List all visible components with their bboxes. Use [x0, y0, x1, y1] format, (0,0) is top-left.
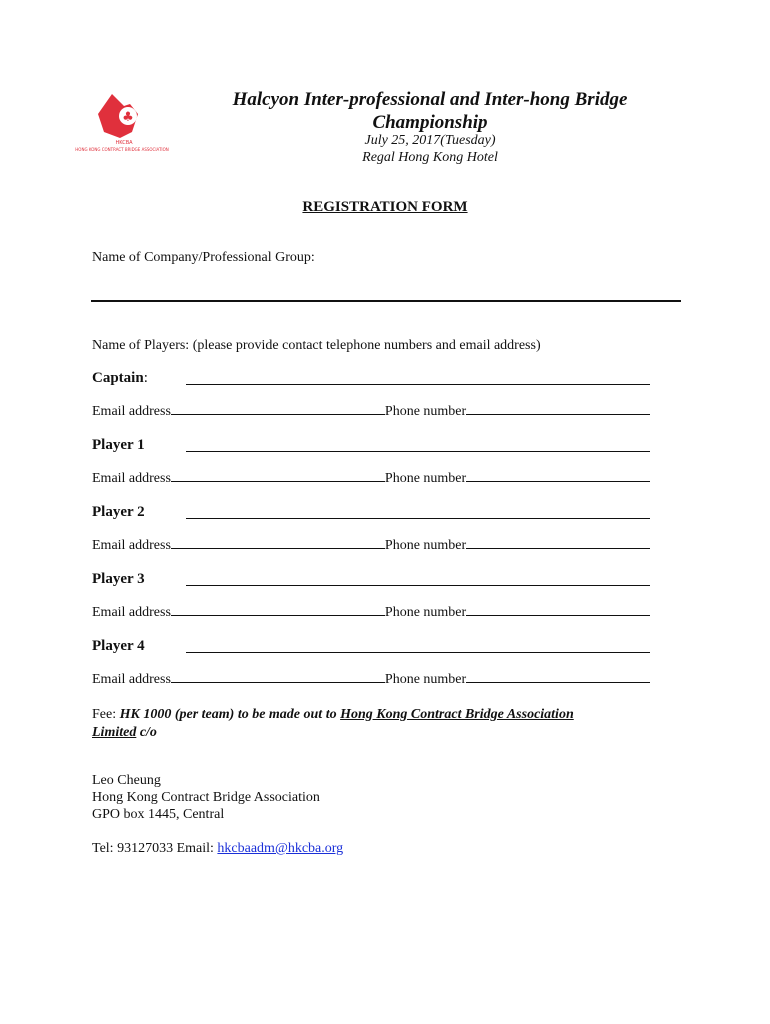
phone-field[interactable] — [466, 682, 650, 683]
player-name-field[interactable] — [186, 652, 650, 653]
fee-suffix: c/o — [136, 725, 157, 740]
phone-field[interactable] — [466, 548, 650, 549]
phone-field[interactable] — [466, 481, 650, 482]
contact-tel-line — [92, 841, 343, 857]
phone-field[interactable] — [466, 615, 650, 616]
phone-label: Phone number — [384, 538, 467, 553]
contact-name: Leo Cheung — [92, 773, 161, 788]
phone-field[interactable] — [466, 414, 650, 415]
fee-prefix: Fee: — [92, 707, 120, 722]
player-label-text: Player 4 — [92, 638, 145, 654]
contact-org: Hong Kong Contract Bridge Association — [92, 790, 320, 805]
email-label: Email address — [92, 538, 171, 553]
email-label: Email address — [92, 605, 171, 620]
title-line-2: Championship — [372, 112, 488, 133]
player-label-text: Player 1 — [92, 437, 145, 453]
email-label: Email address — [92, 471, 171, 486]
event-date: July 25, 2017(Tuesday) — [364, 133, 496, 148]
player-contact-row — [92, 404, 650, 420]
player-name-field[interactable] — [186, 451, 650, 452]
fee-note — [92, 706, 652, 742]
logo-caption-1: HKCBA — [115, 140, 133, 146]
player-contact-row — [92, 605, 650, 621]
players-instructions: Name of Players: (please provide contact telephone numbers and email address) — [92, 338, 541, 353]
tel-label: Tel: 93127033 Email: — [92, 841, 218, 856]
player-contact-row — [92, 672, 650, 688]
email-label: Email address — [92, 672, 171, 687]
email-field[interactable] — [171, 481, 385, 482]
player-name-field[interactable] — [186, 585, 650, 586]
fee-payee-line-1: Hong Kong Contract Bridge Association — [340, 707, 574, 722]
hkcba-logo — [75, 92, 169, 156]
logo-graphic — [75, 92, 169, 156]
company-label: Name of Company/Professional Group: — [92, 250, 315, 265]
fee-amount-text: HK 1000 (per team) to be made out to — [119, 707, 341, 722]
fee-payee-line-2: Limited — [92, 725, 137, 740]
phone-label: Phone number — [384, 471, 467, 486]
player-label-text: Player 2 — [92, 504, 145, 520]
email-field[interactable] — [171, 615, 385, 616]
email-field[interactable] — [171, 414, 385, 415]
player-label — [92, 504, 145, 521]
club-suit-icon: ♣ — [122, 110, 134, 125]
event-venue: Regal Hong Kong Hotel — [362, 150, 498, 165]
phone-label: Phone number — [384, 404, 467, 419]
phone-label: Phone number — [384, 672, 467, 687]
contact-address: GPO box 1445, Central — [92, 807, 225, 822]
email-link[interactable]: hkcbaadm@hkcba.org — [217, 841, 344, 856]
player-contact-row — [92, 471, 650, 487]
title-line-1: Halcyon Inter-professional and Inter-hong Bridge — [232, 89, 628, 110]
player-label — [92, 638, 145, 655]
player-name-field[interactable] — [186, 384, 650, 385]
email-field[interactable] — [171, 682, 385, 683]
player-label — [92, 370, 148, 387]
player-label — [92, 571, 145, 588]
email-label: Email address — [92, 404, 171, 419]
company-name-field[interactable] — [91, 300, 681, 302]
player-label-text: Player 3 — [92, 571, 145, 587]
player-label-text: Captain — [92, 370, 144, 386]
player-label — [92, 437, 145, 454]
player-contact-row — [92, 538, 650, 554]
logo-caption-2: HONG KONG CONTRACT BRIDGE ASSOCIATION — [75, 147, 169, 152]
event-title — [170, 88, 690, 134]
phone-label: Phone number — [384, 605, 467, 620]
email-field[interactable] — [171, 548, 385, 549]
player-name-field[interactable] — [186, 518, 650, 519]
form-heading: REGISTRATION FORM — [302, 199, 468, 215]
player-label-suffix: : — [143, 370, 148, 386]
